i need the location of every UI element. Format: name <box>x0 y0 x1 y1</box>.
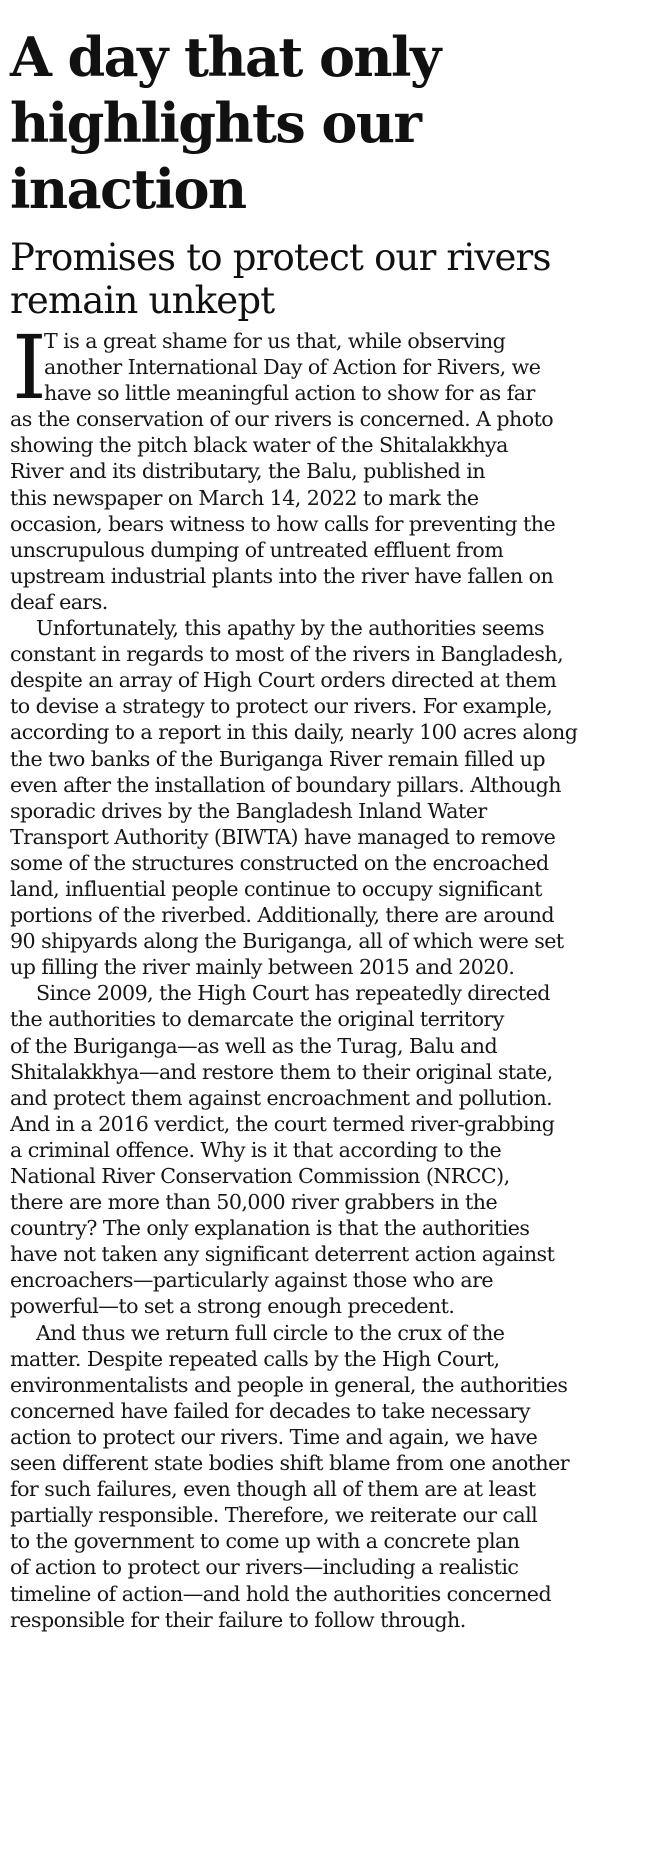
text-line: seen different state bodies shift blame from one another <box>10 1451 570 1476</box>
text-line: T is a great shame for us that, while observing <box>44 329 506 353</box>
text-line: for such failures, even though all of them are at least <box>10 1477 536 1502</box>
headline-line: inaction <box>10 157 246 221</box>
subheadline-line: remain unkept <box>10 279 275 322</box>
paragraph-4 <box>10 1320 640 1633</box>
article-body <box>10 316 640 1633</box>
text-line: powerful—to set a strong enough precedent. <box>10 1294 455 1319</box>
headline-line: highlights our <box>10 91 421 155</box>
text-line: Unfortunately, this apathy by the authorities seems <box>36 616 545 641</box>
text-line: deaf ears. <box>10 589 108 614</box>
text-line: 90 shipyards along the Buriganga, all of which were set <box>10 929 564 954</box>
subheadline-line: Promises to protect our rivers <box>10 236 551 279</box>
text-line: another International Day of Action for Rivers, we <box>44 355 541 380</box>
editorial-article <box>10 24 640 1633</box>
text-line: country? The only explanation is that the authorities <box>10 1216 530 1241</box>
text-line: responsible for their failure to follow through. <box>10 1607 466 1632</box>
drop-cap: I <box>12 316 47 419</box>
text-line: upstream industrial plants into the river have fallen on <box>10 563 554 588</box>
text-line: environmentalists and people in general, the authorities <box>10 1372 568 1397</box>
text-line: sporadic drives by the Bangladesh Inland Water <box>10 798 487 823</box>
text-line: have not taken any significant deterrent action against <box>10 1242 555 1267</box>
text-line: of action to protect our rivers—including a realistic <box>10 1555 519 1580</box>
headline <box>10 24 640 222</box>
headline-line: A day that only <box>10 25 440 89</box>
paragraph-3 <box>10 980 640 1319</box>
paragraph-2 <box>10 615 640 980</box>
text-line: according to a report in this daily, nearly 100 acres along <box>10 720 578 745</box>
text-line: despite an array of High Court orders directed at them <box>10 668 557 693</box>
text-line: matter. Despite repeated calls by the High Court, <box>10 1346 500 1371</box>
text-line: this newspaper on March 14, 2022 to mark the <box>10 485 479 510</box>
text-line: the two banks of the Buriganga River remain filled up <box>10 746 545 771</box>
text-line: Shitalakkhya—and restore them to their original state, <box>10 1059 553 1084</box>
text-line: the authorities to demarcate the original territory <box>10 1007 504 1032</box>
text-line: land, influential people continue to occupy significant <box>10 876 542 901</box>
text-line: and protect them against encroachment and pollution. <box>10 1085 553 1110</box>
text-line: occasion, bears witness to how calls for preventing the <box>10 511 556 536</box>
text-line: unscrupulous dumping of untreated effluent from <box>10 537 504 562</box>
subheadline <box>10 236 640 322</box>
text-line: showing the pitch black water of the Shitalakkhya <box>10 433 508 458</box>
text-line: concerned have failed for decades to take necessary <box>10 1398 530 1423</box>
text-line: to devise a strategy to protect our rivers. For example, <box>10 694 553 719</box>
text-line: up filling the river mainly between 2015 and 2020. <box>10 955 515 980</box>
text-line: some of the structures constructed on the encroached <box>10 850 549 875</box>
text-line: National River Conservation Commission (NRCC), <box>10 1164 510 1188</box>
text-line: as the conservation of our rivers is concerned. A photo <box>10 407 554 432</box>
text-line: timeline of action—and hold the authorities concerned <box>10 1581 552 1606</box>
text-line: partially responsible. Therefore, we reiterate our call <box>10 1503 538 1528</box>
text-line: River and its distributary, the Balu, published in <box>10 459 485 484</box>
text-line: even after the installation of boundary pillars. Although <box>10 772 561 797</box>
text-line: And thus we return full circle to the crux of the <box>36 1320 505 1345</box>
text-line: constant in regards to most of the rivers in Bangladesh, <box>10 642 564 667</box>
text-line: have so little meaningful action to show for as far <box>44 381 535 406</box>
text-line: a criminal offence. Why is it that according to the <box>10 1137 502 1162</box>
text-line: action to protect our rivers. Time and again, we have <box>10 1424 538 1449</box>
paragraph-1 <box>10 316 640 615</box>
text-line: Transport Authority (BIWTA) have managed to remove <box>10 824 556 849</box>
text-line: portions of the riverbed. Additionally, there are around <box>10 903 555 928</box>
text-line: of the Buriganga—as well as the Turag, Balu and <box>10 1033 498 1058</box>
text-line: Since 2009, the High Court has repeatedly directed <box>36 981 550 1006</box>
text-line: And in a 2016 verdict, the court termed river-grabbing <box>10 1111 555 1136</box>
text-line: to the government to come up with a concrete plan <box>10 1529 520 1554</box>
text-line: encroachers—particularly against those who are <box>10 1268 493 1293</box>
text-line: there are more than 50,000 river grabbers in the <box>10 1190 498 1215</box>
